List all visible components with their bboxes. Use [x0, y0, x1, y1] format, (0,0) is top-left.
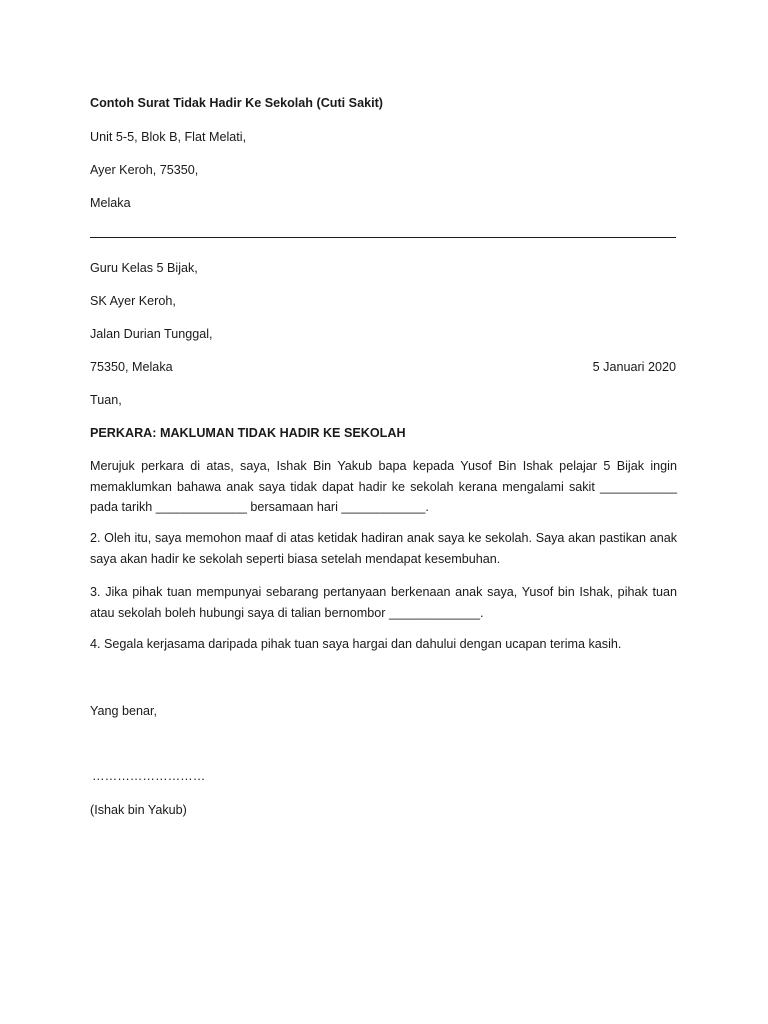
sender-address-line-1: Unit 5-5, Blok B, Flat Melati, — [90, 130, 247, 144]
body-paragraph-3: 3. Jika pihak tuan mempunyai sebarang pertanyaan berkenaan anak saya, Yusof bin Ishak, pihak tuan atau sekolah boleh hubungi saya di talian bernombor _____________. — [90, 585, 677, 620]
subject-line: PERKARA: MAKLUMAN TIDAK HADIR KE SEKOLAH — [90, 426, 406, 440]
body-paragraph-4: 4. Segala kerjasama daripada pihak tuan saya hargai dan dahului dengan ucapan terima kasih. — [90, 637, 622, 651]
body-paragraph-1: Merujuk perkara di atas, saya, Ishak Bin Yakub bapa kepada Yusof Bin Ishak pelajar 5 Bijak ingin memaklumkan bahawa anak saya tidak dapat hadir ke sekolah kerana mengalami sakit ___________ pada tarikh _____________ bersamaan hari ____________. — [90, 459, 677, 514]
letter-date: 5 Januari 2020 — [592, 360, 676, 374]
letter-title: Contoh Surat Tidak Hadir Ke Sekolah (Cuti Sakit) — [90, 96, 383, 110]
recipient-address-line-2: SK Ayer Keroh, — [90, 294, 176, 308]
salutation: Tuan, — [90, 393, 122, 407]
sender-address-line-2: Ayer Keroh, 75350, — [90, 163, 199, 177]
sender-address-line-3: Melaka — [90, 196, 131, 210]
signatory-name: (Ishak bin Yakub) — [90, 803, 187, 817]
recipient-address-line-4: 75350, Melaka — [90, 360, 173, 374]
closing-text: Yang benar, — [90, 704, 157, 718]
body-paragraph-2: 2. Oleh itu, saya memohon maaf di atas ketidak hadiran anak saya ke sekolah. Saya akan pastikan anak saya akan hadir ke sekolah seperti biasa setelah mendapat kesembuhan. — [90, 531, 677, 566]
address-separator-line — [90, 237, 676, 238]
signature-line: ……………………… — [92, 769, 206, 783]
recipient-address-line-3: Jalan Durian Tunggal, — [90, 327, 213, 341]
recipient-address-line-1: Guru Kelas 5 Bijak, — [90, 261, 198, 275]
